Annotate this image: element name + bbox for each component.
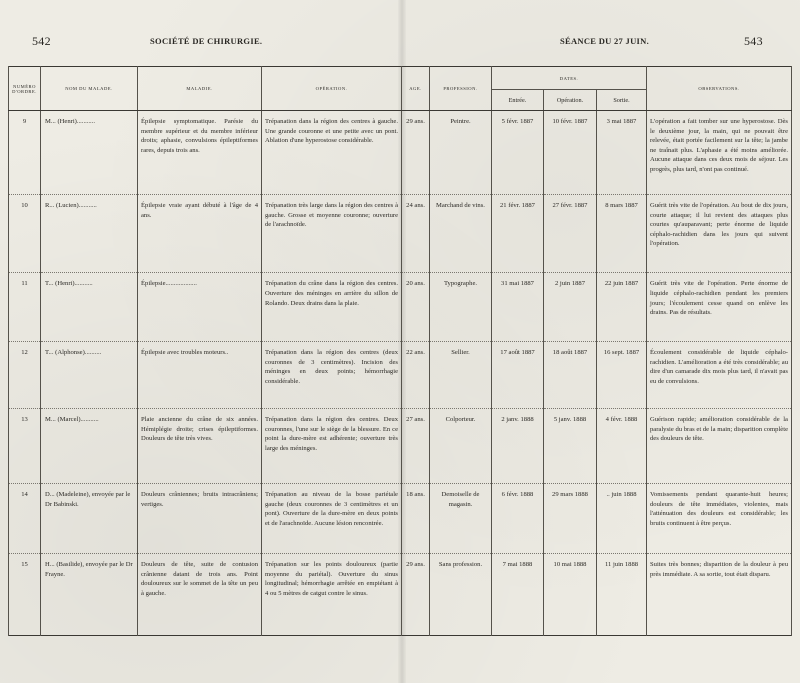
col-header-age: AGE.	[402, 67, 430, 111]
patient-name: T... (Henri)...........	[45, 280, 93, 288]
age: 27 ans.	[406, 415, 425, 423]
operations-register-table	[8, 66, 792, 636]
row-number: 10	[21, 201, 28, 209]
entry-date: 6 févr. 1888	[501, 491, 534, 499]
entry-date-cell	[492, 342, 544, 409]
disease-cell	[138, 111, 262, 195]
profession-cell	[430, 554, 492, 636]
patient-name-cell	[41, 554, 138, 636]
row-number-cell	[9, 273, 41, 342]
disease: Douleurs de tête, suite de contusion crânienne datant de trois ans. Point douloureux sur le sommet de la tête un peu à gauche.	[141, 561, 258, 597]
age-cell	[402, 194, 430, 273]
operation-date: 18 août 1887	[552, 349, 588, 357]
entry-date-cell	[492, 408, 544, 483]
profession: Marchand de vins.	[436, 201, 485, 209]
patient-name: R... (Lucien)...........	[45, 201, 97, 209]
operation-date: 10 févr. 1887	[552, 118, 588, 125]
row-number-cell	[9, 484, 41, 554]
age: 29 ans.	[406, 561, 425, 569]
profession-cell	[430, 111, 492, 195]
profession-cell	[430, 342, 492, 409]
patient-name: M... (Marcel)...........	[45, 415, 99, 423]
operation-date-cell	[544, 408, 597, 483]
entry-date-cell	[492, 194, 544, 273]
col-header-operation: OPÉRATION.	[262, 67, 402, 111]
operation-description-cell	[262, 194, 402, 273]
patient-name: H... (Basilide), envoyée par le Dr Frayne.	[45, 561, 133, 578]
observations: Guérison rapide; amélioration considérable de la paralysie du bras et de la main; disparition complète des douleurs de tête.	[650, 415, 788, 443]
age-cell	[402, 111, 430, 195]
operation-date: 27 févr. 1887	[552, 201, 588, 209]
col-header-observations: OBSERVATIONS.	[647, 67, 792, 111]
observations: Guérit très vite de l'opération. Au bout de dix jours, courte attaque; il lui revient des attaques plus courtes qu'auparavant; perte énorme de liquide céphalo-rachidien dans les jours qui suivent l'opération.	[650, 201, 788, 248]
operation-date: 10 mai 1888	[553, 561, 587, 569]
profession-cell	[430, 273, 492, 342]
row-number-cell	[9, 194, 41, 273]
disease-cell	[138, 554, 262, 636]
operation-date-cell	[544, 273, 597, 342]
operation-description-cell	[262, 484, 402, 554]
row-number: 15	[21, 561, 28, 569]
entry-date: 5 févr. 1887	[501, 118, 534, 125]
table-row	[9, 111, 792, 195]
exit-date: 16 sept. 1887	[603, 349, 640, 357]
row-number-cell	[9, 554, 41, 636]
entry-date: 7 mai 1888	[502, 561, 533, 569]
exit-date: 22 juin 1887	[604, 280, 639, 288]
exit-date-cell	[597, 273, 647, 342]
observations-cell	[647, 554, 792, 636]
observations: Écoulement considérable de liquide céphalo-rachidien. L'amélioration a été très considérable; au dire d'un camarade dix mois plus tard, il n'avait pas eu de convulsions.	[650, 349, 788, 386]
entry-date-cell	[492, 484, 544, 554]
age-cell	[402, 408, 430, 483]
age-cell	[402, 554, 430, 636]
entry-date: 17 août 1887	[500, 349, 535, 357]
exit-date: 3 mai 1887	[606, 118, 637, 125]
age-cell	[402, 273, 430, 342]
col-header-sortie: Sortie.	[597, 90, 647, 111]
exit-date-cell	[597, 111, 647, 195]
age: 20 ans.	[406, 280, 425, 288]
operation-date-cell	[544, 554, 597, 636]
operation-date-cell	[544, 484, 597, 554]
entry-date-cell	[492, 554, 544, 636]
disease-cell	[138, 273, 262, 342]
profession-cell	[430, 484, 492, 554]
disease-cell	[138, 408, 262, 483]
table-row	[9, 273, 792, 342]
profession-cell	[430, 194, 492, 273]
observations-cell	[647, 111, 792, 195]
exit-date-cell	[597, 408, 647, 483]
operation-description: Trépanation du crâne dans la région des centres. Ouverture des méninges en arrière du sillon de Rolando. Deux drains dans la plaie.	[265, 280, 398, 307]
row-number-cell	[9, 342, 41, 409]
patient-name-cell	[41, 342, 138, 409]
patient-name-cell	[41, 408, 138, 483]
operation-description-cell	[262, 342, 402, 409]
operation-description: Trépanation très large dans la région des centres à gauche. Grosse et moyenne couronne; ouverture de l'arachnoïde.	[265, 201, 398, 229]
col-header-entree: Entrée.	[492, 90, 544, 111]
operation-date: 5 janv. 1888	[553, 415, 587, 423]
disease-cell	[138, 484, 262, 554]
observations-cell	[647, 273, 792, 342]
patient-name: T... (Alphonse)..........	[45, 349, 102, 357]
row-number-cell	[9, 111, 41, 195]
patient-name-cell	[41, 111, 138, 195]
profession: Sellier.	[451, 349, 470, 357]
operation-date: 2 juin 1887	[554, 280, 586, 288]
col-header-numero: NUMÉRO D'ORDRE.	[9, 67, 41, 111]
profession: Sans profession.	[438, 561, 483, 569]
exit-date: 11 juin 1888	[604, 561, 639, 569]
row-number-cell	[9, 408, 41, 483]
operation-date: 29 mars 1888	[552, 491, 588, 499]
exit-date-cell	[597, 484, 647, 554]
col-header-maladie: MALADIE.	[138, 67, 262, 111]
age: 22 ans.	[406, 349, 425, 357]
left-page-number: 542	[32, 34, 51, 48]
operation-description-cell	[262, 554, 402, 636]
entry-date: 2 janv. 1888	[501, 415, 534, 423]
col-header-nom: NOM DU MALADE.	[41, 67, 138, 111]
profession: Demoiselle de magasin.	[441, 491, 480, 508]
operation-description: Trépanation au niveau de la bosse pariétale gauche (deux couronnes de 3 centimètres et un pont). Ouverture de la dure-mère en deux points et de l'arachnoïde. Aucune lésion rencontrée.	[265, 491, 398, 528]
age: 18 ans.	[406, 491, 425, 499]
observations: L'opération a fait tomber sur une hyperostose. Dès le deuxième jour, la main, qui ne pouvait être relevée, était portée facilement sur la tête; la jambe ne traînait plus. L'aphasie a été moins améliorée. Aucune attaque dans ces deux mois de séjour. Les progrès, plus tard, n'ont pas continué.	[650, 118, 788, 173]
operation-description-cell	[262, 408, 402, 483]
col-header-operation-date: Opération.	[544, 90, 597, 111]
entry-date-cell	[492, 111, 544, 195]
table-row	[9, 408, 792, 483]
disease-cell	[138, 342, 262, 409]
patient-name-cell	[41, 484, 138, 554]
age: 24 ans.	[406, 201, 425, 209]
age: 29 ans.	[406, 118, 425, 125]
exit-date-cell	[597, 554, 647, 636]
row-number: 12	[21, 349, 28, 357]
observations: Guérit très vite de l'opération. Perte énorme de liquide céphalo-rachidien pendant les premiers jours; l'écoulement cesse quand on enlève les drains. Pas de résultats.	[650, 280, 788, 317]
operation-date-cell	[544, 111, 597, 195]
observations: Suites très bonnes; disparition de la douleur à peu près immédiate. A sa sortie, tout était disparu.	[650, 561, 788, 578]
operation-date-cell	[544, 194, 597, 273]
profession: Peintre.	[450, 118, 471, 125]
entry-date-cell	[492, 273, 544, 342]
age-cell	[402, 484, 430, 554]
profession-cell	[430, 408, 492, 483]
patient-name-cell	[41, 194, 138, 273]
profession: Typographe.	[443, 280, 478, 288]
disease: Épilepsie vraie ayant débuté à l'âge de 4 ans.	[141, 201, 258, 219]
observations: Vomissements pendant quarante-huit heures; douleurs de tête immédiates, violentes, mais l'atténuation des douleurs est considérable; les bruits continuent à être perçus.	[650, 491, 788, 528]
patient-name: D... (Madeleine), envoyée par le Dr Babinski.	[45, 491, 131, 508]
operation-description-cell	[262, 273, 402, 342]
observations-cell	[647, 408, 792, 483]
operation-description: Trépanation dans la région des centres. Deux couronnes, l'une sur le siège de la blessure. En ce point la dure-mère est adhérente; ouverture très large des méninges.	[265, 415, 398, 452]
row-number: 9	[22, 118, 27, 125]
operation-description-cell	[262, 111, 402, 195]
row-number: 13	[21, 415, 28, 423]
exit-date-cell	[597, 194, 647, 273]
table-row	[9, 554, 792, 636]
left-running-title: SOCIÉTÉ DE CHIRURGIE.	[150, 36, 263, 46]
disease: Douleurs crâniennes; bruits intracrâniens; vertiges.	[141, 491, 258, 508]
table-row	[9, 194, 792, 273]
disease-cell	[138, 194, 262, 273]
observations-cell	[647, 342, 792, 409]
patient-name-cell	[41, 273, 138, 342]
operation-description: Trépanation dans la région des centres (deux couronnes de 3 centimètres). Incision des méninges en deux points; hémorrhagie considérable.	[265, 349, 398, 386]
exit-date: 4 févr. 1888	[605, 415, 638, 423]
col-header-dates: DATES.	[492, 67, 647, 90]
col-header-profession: PROFESSION.	[430, 67, 492, 111]
table-row	[9, 484, 792, 554]
disease: Épilepsie...................	[141, 280, 197, 288]
patient-name: M... (Henri)...........	[45, 118, 95, 125]
age-cell	[402, 342, 430, 409]
right-page-number: 543	[744, 34, 763, 48]
profession: Colporteur.	[445, 415, 476, 423]
observations-cell	[647, 484, 792, 554]
row-number: 14	[21, 491, 28, 499]
entry-date: 21 févr. 1887	[500, 201, 535, 209]
operation-description: Trépanation dans la région des centres à gauche. Une grande couronne et une petite avec un pont. Ablation d'une hyperostose considérable.	[265, 118, 398, 145]
observations-cell	[647, 194, 792, 273]
right-running-title: SÉANCE DU 27 JUIN.	[560, 36, 649, 46]
row-number: 11	[21, 280, 28, 288]
exit-date: 8 mars 1887	[605, 201, 638, 209]
exit-date: .. juin 1888	[606, 491, 637, 499]
operation-description: Trépanation sur les points douloureux (partie moyenne du pariétal). Ouverture du sinus longitudinal; hémorrhagie arrêtée en empiétant à 4 ou 5 mètres de catgut contre le sinus.	[265, 561, 398, 597]
exit-date-cell	[597, 342, 647, 409]
disease: Épilepsie symptomatique. Parésie du membre supérieur et du membre inférieur droits; aphasie, convulsions épileptiformes rares, depuis trois ans.	[141, 118, 258, 154]
disease: Plaie ancienne du crâne de six années. Hémiplégie droite; crises épileptiformes. Douleurs de tête très vives.	[141, 415, 258, 443]
operation-date-cell	[544, 342, 597, 409]
disease: Épilepsie avec troubles moteurs..	[141, 349, 229, 357]
table-row	[9, 342, 792, 409]
entry-date: 31 mai 1887	[501, 280, 534, 288]
